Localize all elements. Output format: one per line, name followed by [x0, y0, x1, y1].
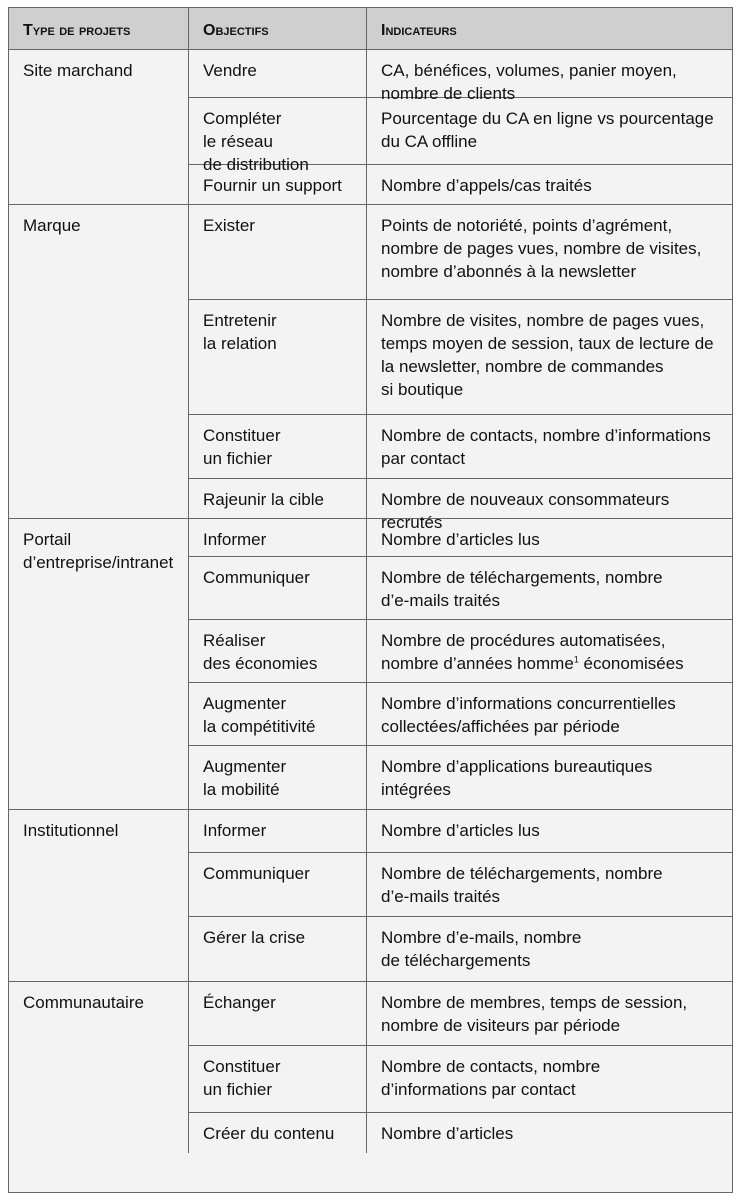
- objective-line: la compétitivité: [203, 717, 316, 736]
- objectives-table: [8, 7, 733, 1193]
- indicator-line: Points de notoriété, points d’agrément,: [381, 216, 673, 235]
- objective-line: Informer: [203, 821, 267, 840]
- indicator-line-footnote: [381, 652, 718, 675]
- objective-cell: [189, 165, 367, 205]
- objective-cell: [189, 1046, 367, 1113]
- objective-cell: [189, 519, 367, 557]
- indicator-cell: [367, 557, 732, 620]
- indicator-text: nombre d’années homme: [381, 654, 574, 673]
- indicator-line: Nombre de téléchargements, nombre: [381, 568, 663, 587]
- indicator-line: Nombre d’articles: [381, 1124, 514, 1143]
- indicator-line: Pourcentage du CA en ligne vs pourcentage: [381, 109, 714, 128]
- indicator-line: Nombre d’informations concurrentielles: [381, 694, 676, 713]
- indicator-line: si boutique: [381, 380, 464, 399]
- objective-cell: [189, 620, 367, 683]
- indicator-cell: [367, 205, 732, 300]
- indicator-line: Nombre de nouveaux consommateurs recrutés: [381, 490, 670, 532]
- project-type-cell: [9, 50, 189, 205]
- objective-cell: [189, 853, 367, 917]
- objective-line: Constituer: [203, 1057, 281, 1076]
- indicator-cell: [367, 415, 732, 479]
- objective-cell: [189, 479, 367, 519]
- indicator-cell: [367, 746, 732, 810]
- header-type: Type de projets: [9, 8, 189, 50]
- objective-line: Communiquer: [203, 568, 310, 587]
- indicator-cell: [367, 853, 732, 917]
- objective-cell: [189, 50, 367, 98]
- indicator-line: Nombre d’articles lus: [381, 821, 540, 840]
- indicator-cell: [367, 1113, 732, 1153]
- indicator-line: par contact: [381, 449, 466, 468]
- objective-line: de distribution: [203, 155, 309, 174]
- objective-line: Compléter: [203, 109, 282, 128]
- indicator-line: collectées/affichées par période: [381, 717, 620, 736]
- indicator-line: temps moyen de session, taux de lecture de: [381, 334, 714, 353]
- indicator-line: Nombre d’appels/cas traités: [381, 176, 592, 195]
- header-objectifs: Objectifs: [189, 8, 367, 50]
- indicator-line: la newsletter, nombre de commandes: [381, 357, 664, 376]
- objective-cell: [189, 205, 367, 300]
- objective-cell: [189, 982, 367, 1046]
- project-type-cell: [9, 519, 189, 810]
- objective-line: Augmenter: [203, 694, 287, 713]
- indicator-line: Nombre de visites, nombre de pages vues,: [381, 311, 705, 330]
- project-type-line: Site marchand: [23, 61, 133, 80]
- indicator-cell: [367, 917, 732, 982]
- project-type-cell: [9, 982, 189, 1153]
- indicator-cell: [367, 810, 732, 853]
- indicator-line: Nombre d’articles lus: [381, 530, 540, 549]
- header-indicateurs: Indicateurs: [367, 8, 732, 50]
- indicator-line: Nombre de téléchargements, nombre: [381, 864, 663, 883]
- indicator-line: Nombre d’applications bureautiques: [381, 757, 653, 776]
- objective-line: Échanger: [203, 993, 276, 1012]
- objective-cell: [189, 557, 367, 620]
- objective-cell: [189, 746, 367, 810]
- objective-line: Augmenter: [203, 757, 287, 776]
- objective-line: la mobilité: [203, 780, 280, 799]
- objective-line: un fichier: [203, 1080, 272, 1099]
- indicator-line: du CA offline: [381, 132, 478, 151]
- project-type-line: Communautaire: [23, 993, 144, 1012]
- indicator-line: nombre de clients: [381, 84, 516, 103]
- project-type-line: Marque: [23, 216, 81, 235]
- indicator-cell: [367, 50, 732, 103]
- objective-line: Vendre: [203, 61, 257, 80]
- indicator-line: de téléchargements: [381, 951, 531, 970]
- objective-line: Gérer la crise: [203, 928, 306, 947]
- indicator-cell: [367, 1046, 732, 1113]
- objective-cell: [189, 415, 367, 479]
- objective-line: Exister: [203, 216, 255, 235]
- indicator-cell: [367, 479, 732, 532]
- indicator-line: Nombre d’e-mails, nombre: [381, 928, 582, 947]
- indicator-cell: [367, 98, 732, 165]
- objective-cell: [189, 1113, 367, 1153]
- objective-line: Fournir un support: [203, 176, 342, 195]
- indicator-cell: [367, 982, 732, 1046]
- project-type-line: Portail: [23, 530, 72, 549]
- project-type-cell: [9, 810, 189, 982]
- indicator-cell: [367, 165, 732, 205]
- indicator-line: Nombre de membres, temps de session,: [381, 993, 688, 1012]
- indicator-line: nombre d’abonnés à la newsletter: [381, 262, 637, 281]
- indicator-line: nombre de pages vues, nombre de visites,: [381, 239, 702, 258]
- objective-line: Rajeunir la cible: [203, 490, 324, 509]
- project-type-line: Institutionnel: [23, 821, 119, 840]
- indicator-line: Nombre de procédures automatisées,: [381, 631, 666, 650]
- objective-cell: [189, 683, 367, 746]
- indicator-text: économisées: [578, 654, 684, 673]
- objective-line: Réaliser: [203, 631, 266, 650]
- indicator-line: d’e-mails traités: [381, 591, 501, 610]
- project-type-cell: [9, 205, 189, 519]
- objective-line: la relation: [203, 334, 277, 353]
- objective-line: Constituer: [203, 426, 281, 445]
- objective-cell: [189, 300, 367, 415]
- indicator-line: CA, bénéfices, volumes, panier moyen,: [381, 61, 677, 80]
- indicator-line: intégrées: [381, 780, 451, 799]
- indicator-line: Nombre de contacts, nombre d’informations: [381, 426, 711, 445]
- indicator-cell: [367, 300, 732, 415]
- table-grid: [9, 8, 732, 1192]
- objective-line: Entretenir: [203, 311, 277, 330]
- objective-cell: [189, 917, 367, 982]
- indicator-line: nombre de visiteurs par période: [381, 1016, 621, 1035]
- objective-line: Informer: [203, 530, 267, 549]
- indicator-line: d’e-mails traités: [381, 887, 501, 906]
- objective-cell: [189, 810, 367, 853]
- objective-line: le réseau: [203, 132, 273, 151]
- objective-line: Communiquer: [203, 864, 310, 883]
- indicator-cell: [367, 519, 732, 557]
- objective-line: un fichier: [203, 449, 272, 468]
- objective-line: Créer du contenu: [203, 1124, 335, 1143]
- objective-cell: [189, 98, 367, 174]
- objective-line: des économies: [203, 654, 318, 673]
- indicator-line: d’informations par contact: [381, 1080, 576, 1099]
- project-type-line: d’entreprise/intranet: [23, 553, 174, 572]
- indicator-line: Nombre de contacts, nombre: [381, 1057, 601, 1076]
- footnote-marker: 1: [573, 654, 579, 665]
- indicator-cell: [367, 683, 732, 746]
- indicator-cell: [367, 620, 732, 683]
